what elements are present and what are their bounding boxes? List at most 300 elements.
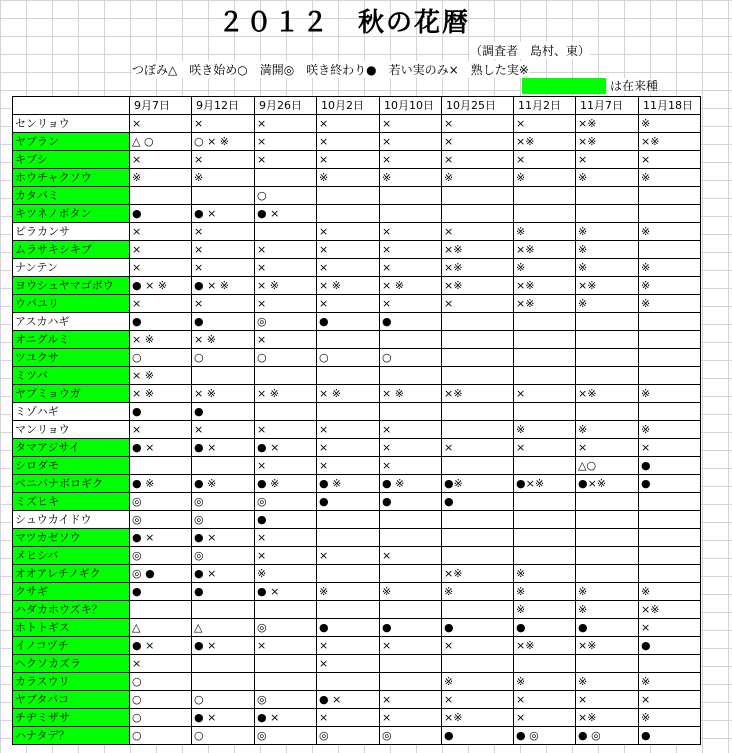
status-cell: [380, 187, 442, 205]
table-row: [13, 511, 701, 529]
status-cell: ※: [380, 583, 442, 601]
date-header: 10月10日: [380, 97, 442, 115]
status-cell: ● ※: [380, 475, 442, 493]
status-cell: ◎: [380, 727, 442, 745]
plant-name: ミゾハギ: [13, 403, 130, 421]
status-cell: ×: [192, 115, 255, 133]
plant-name: タマアジサイ: [13, 439, 130, 457]
plant-name: ヤブラン: [13, 133, 130, 151]
status-cell: ※: [576, 223, 639, 241]
status-cell: ×: [255, 421, 317, 439]
status-cell: [317, 511, 380, 529]
plant-name: ハダカホウズキ？: [13, 601, 130, 619]
status-cell: ×: [317, 223, 380, 241]
status-cell: ×: [255, 133, 317, 151]
status-cell: ×※: [576, 133, 639, 151]
status-cell: ◎: [255, 691, 317, 709]
status-cell: ※: [317, 169, 380, 187]
status-cell: [514, 547, 576, 565]
status-cell: ● ×: [130, 637, 192, 655]
status-cell: ×: [514, 439, 576, 457]
plant-name: キブシ: [13, 151, 130, 169]
status-cell: ● ×: [192, 205, 255, 223]
status-cell: ×: [317, 547, 380, 565]
status-cell: × ※: [380, 277, 442, 295]
status-cell: [317, 403, 380, 421]
status-cell: [514, 511, 576, 529]
status-cell: ●: [639, 475, 701, 493]
status-cell: [639, 205, 701, 223]
status-cell: [576, 511, 639, 529]
status-cell: ※: [317, 583, 380, 601]
status-cell: ●: [192, 583, 255, 601]
status-cell: ×: [255, 331, 317, 349]
status-cell: ※: [514, 169, 576, 187]
page-title: ２０１２ 秋の花暦: [218, 8, 471, 38]
status-cell: ×: [317, 709, 380, 727]
status-cell: ×: [442, 691, 514, 709]
status-cell: ◎: [130, 547, 192, 565]
status-cell: ● ×: [192, 709, 255, 727]
plant-name: ヘクソカズラ: [13, 655, 130, 673]
plant-name: キツネノボタン: [13, 205, 130, 223]
status-cell: ×: [442, 295, 514, 313]
status-cell: △○: [576, 457, 639, 475]
status-cell: ※: [576, 241, 639, 259]
status-cell: ※: [576, 583, 639, 601]
status-cell: [442, 457, 514, 475]
status-cell: [639, 547, 701, 565]
status-cell: [442, 601, 514, 619]
status-cell: ×: [380, 637, 442, 655]
status-cell: [639, 403, 701, 421]
status-cell: [639, 331, 701, 349]
status-cell: [380, 367, 442, 385]
status-cell: [380, 529, 442, 547]
status-cell: × ※: [255, 385, 317, 403]
status-cell: ×※: [514, 241, 576, 259]
status-cell: ×: [380, 439, 442, 457]
status-cell: ×: [442, 223, 514, 241]
status-cell: ×※: [576, 637, 639, 655]
status-cell: ×※: [442, 565, 514, 583]
status-cell: [639, 655, 701, 673]
status-cell: ● ×: [255, 205, 317, 223]
plant-name: センリョウ: [13, 115, 130, 133]
status-cell: ×: [130, 115, 192, 133]
status-cell: [576, 529, 639, 547]
flower-calendar-table: [12, 96, 701, 745]
status-cell: [255, 601, 317, 619]
status-cell: ×: [317, 295, 380, 313]
status-cell: ※: [514, 601, 576, 619]
status-cell: × ※: [130, 385, 192, 403]
status-cell: ●: [192, 403, 255, 421]
status-cell: ×: [130, 241, 192, 259]
date-header-row: [13, 97, 701, 115]
status-cell: × ※: [380, 385, 442, 403]
status-cell: [639, 493, 701, 511]
table-row: [13, 187, 701, 205]
date-header: 9月7日: [130, 97, 192, 115]
status-cell: ●※: [442, 475, 514, 493]
status-cell: ●: [317, 493, 380, 511]
status-cell: ×: [317, 151, 380, 169]
table-row: [13, 583, 701, 601]
status-cell: ×: [192, 421, 255, 439]
table-row: [13, 565, 701, 583]
status-cell: ◎: [130, 493, 192, 511]
table-row: [13, 691, 701, 709]
plant-name: オニグルミ: [13, 331, 130, 349]
status-cell: ×※: [442, 241, 514, 259]
status-cell: ◎: [192, 493, 255, 511]
status-cell: ×※: [442, 709, 514, 727]
plant-name: ミツバ: [13, 367, 130, 385]
table-row: [13, 475, 701, 493]
plant-name: ナンテン: [13, 259, 130, 277]
status-cell: ×: [380, 115, 442, 133]
table-row: [13, 655, 701, 673]
status-cell: ●: [317, 619, 380, 637]
table-row: [13, 601, 701, 619]
status-cell: ※: [130, 169, 192, 187]
status-cell: ×: [130, 655, 192, 673]
status-cell: ×※: [576, 115, 639, 133]
status-cell: ×: [192, 295, 255, 313]
status-cell: ●: [639, 637, 701, 655]
status-cell: ◎: [255, 313, 317, 331]
status-cell: ×: [130, 151, 192, 169]
status-cell: ×: [317, 241, 380, 259]
status-cell: ×: [255, 115, 317, 133]
status-cell: [639, 367, 701, 385]
plant-name: マンリョウ: [13, 421, 130, 439]
status-cell: ※: [514, 421, 576, 439]
status-cell: △ ○: [130, 133, 192, 151]
status-cell: [380, 331, 442, 349]
status-cell: ● ※: [255, 475, 317, 493]
status-cell: [639, 565, 701, 583]
surveyor-note: （調査者 島村、東）: [470, 44, 591, 58]
plant-name: ホウチャクソウ: [13, 169, 130, 187]
status-cell: ※: [576, 259, 639, 277]
status-cell: ×: [192, 151, 255, 169]
status-cell: [514, 313, 576, 331]
date-header: 10月2日: [317, 97, 380, 115]
table-row: [13, 619, 701, 637]
status-cell: [317, 205, 380, 223]
plant-name: イノコヅチ: [13, 637, 130, 655]
status-cell: [130, 457, 192, 475]
status-cell: ●×※: [514, 475, 576, 493]
status-cell: ×※: [442, 259, 514, 277]
status-cell: ※: [639, 673, 701, 691]
plant-name: アスカハギ: [13, 313, 130, 331]
status-cell: ×※: [514, 637, 576, 655]
table-row: [13, 709, 701, 727]
plant-name: ヤブミョウガ: [13, 385, 130, 403]
date-header: 11月2日: [514, 97, 576, 115]
status-cell: ×: [317, 637, 380, 655]
table-row: [13, 439, 701, 457]
status-cell: ● ※: [317, 475, 380, 493]
status-cell: ●: [380, 493, 442, 511]
status-cell: [576, 403, 639, 421]
plant-name: オオアレチノギク: [13, 565, 130, 583]
status-cell: ◎: [255, 727, 317, 745]
status-cell: [317, 367, 380, 385]
status-cell: ×※: [639, 601, 701, 619]
status-cell: ×: [317, 439, 380, 457]
status-cell: ● ◎: [514, 727, 576, 745]
status-cell: ×: [255, 547, 317, 565]
status-cell: [192, 673, 255, 691]
status-cell: ◎: [255, 493, 317, 511]
date-header: 11月18日: [639, 97, 701, 115]
table-row: [13, 349, 701, 367]
status-cell: ※: [639, 223, 701, 241]
status-cell: ×※: [576, 385, 639, 403]
status-cell: ※: [576, 169, 639, 187]
status-cell: [576, 367, 639, 385]
status-cell: ◎: [192, 511, 255, 529]
status-cell: ◎: [130, 511, 192, 529]
plant-name: クサギ: [13, 583, 130, 601]
status-cell: ○: [380, 349, 442, 367]
native-legend-label: は在来種: [610, 79, 659, 93]
status-cell: ●: [130, 403, 192, 421]
status-cell: ×: [639, 151, 701, 169]
status-cell: ●: [380, 619, 442, 637]
status-cell: ○ × ※: [192, 133, 255, 151]
plant-name: チヂミザサ: [13, 709, 130, 727]
plant-name: ムラサキシキブ: [13, 241, 130, 259]
status-cell: × ※: [317, 277, 380, 295]
status-cell: ● ×: [317, 691, 380, 709]
status-cell: ×: [192, 259, 255, 277]
status-cell: ○: [192, 727, 255, 745]
status-cell: ○: [130, 673, 192, 691]
status-cell: ×: [130, 223, 192, 241]
status-cell: ●: [442, 727, 514, 745]
table-row: [13, 115, 701, 133]
status-cell: [255, 223, 317, 241]
status-cell: ○: [130, 349, 192, 367]
status-cell: × ※: [317, 385, 380, 403]
status-cell: ●: [639, 727, 701, 745]
plant-name: ヨウシュヤマゴボウ: [13, 277, 130, 295]
table-row: [13, 259, 701, 277]
status-cell: ×: [639, 691, 701, 709]
status-cell: ×: [380, 709, 442, 727]
status-cell: [255, 673, 317, 691]
status-cell: ×: [442, 151, 514, 169]
status-cell: [442, 313, 514, 331]
status-cell: [192, 187, 255, 205]
status-cell: [255, 403, 317, 421]
status-cell: ×: [576, 439, 639, 457]
status-cell: [576, 349, 639, 367]
status-cell: ×: [639, 439, 701, 457]
table-row: [13, 547, 701, 565]
status-cell: ×: [255, 241, 317, 259]
status-cell: ● ×: [255, 709, 317, 727]
status-cell: [380, 655, 442, 673]
plant-name: ツユクサ: [13, 349, 130, 367]
status-cell: ○: [130, 691, 192, 709]
status-cell: ×: [576, 691, 639, 709]
status-cell: [639, 187, 701, 205]
status-cell: [514, 349, 576, 367]
status-cell: ● ×: [255, 439, 317, 457]
status-cell: [317, 601, 380, 619]
status-cell: [380, 565, 442, 583]
status-cell: ※: [514, 223, 576, 241]
status-cell: [255, 655, 317, 673]
plant-name: ヤブタバコ: [13, 691, 130, 709]
status-cell: ×: [442, 439, 514, 457]
status-cell: ×: [255, 529, 317, 547]
status-cell: [192, 457, 255, 475]
status-cell: [380, 205, 442, 223]
status-cell: [317, 331, 380, 349]
status-cell: ×: [576, 151, 639, 169]
status-cell: [639, 241, 701, 259]
status-cell: ※: [514, 583, 576, 601]
status-cell: [514, 493, 576, 511]
status-cell: [442, 403, 514, 421]
status-cell: ○: [130, 709, 192, 727]
status-cell: ●: [639, 457, 701, 475]
status-cell: [639, 313, 701, 331]
status-cell: [639, 511, 701, 529]
status-cell: ×: [255, 457, 317, 475]
status-cell: [514, 367, 576, 385]
status-cell: ※: [514, 565, 576, 583]
status-cell: ● ×: [192, 637, 255, 655]
status-cell: ×※: [576, 277, 639, 295]
status-cell: [576, 565, 639, 583]
status-cell: [442, 349, 514, 367]
status-cell: [317, 187, 380, 205]
status-cell: ×: [255, 151, 317, 169]
plant-name: ミズヒキ: [13, 493, 130, 511]
status-cell: ●: [130, 205, 192, 223]
status-cell: ※: [442, 169, 514, 187]
status-cell: [576, 655, 639, 673]
status-cell: ※: [576, 421, 639, 439]
status-cell: [130, 601, 192, 619]
status-cell: ※: [639, 169, 701, 187]
status-cell: ※: [255, 565, 317, 583]
status-cell: ● ×: [192, 565, 255, 583]
table-row: [13, 277, 701, 295]
status-cell: ●: [130, 313, 192, 331]
status-cell: ×: [514, 385, 576, 403]
status-cell: [442, 421, 514, 439]
status-cell: ×: [442, 115, 514, 133]
status-cell: ×: [442, 133, 514, 151]
status-cell: [130, 187, 192, 205]
status-cell: ○: [255, 187, 317, 205]
plant-name: シロダモ: [13, 457, 130, 475]
status-cell: ◎: [317, 727, 380, 745]
status-cell: ×: [317, 457, 380, 475]
status-cell: [380, 511, 442, 529]
status-cell: ×: [442, 637, 514, 655]
table-row: [13, 223, 701, 241]
date-header: 9月26日: [255, 97, 317, 115]
table-row: [13, 529, 701, 547]
status-cell: [514, 529, 576, 547]
status-cell: ※: [442, 583, 514, 601]
table-row: [13, 151, 701, 169]
status-cell: ×: [380, 241, 442, 259]
status-cell: ×: [514, 691, 576, 709]
status-cell: ● ◎: [576, 727, 639, 745]
status-cell: ×※: [442, 277, 514, 295]
status-cell: [514, 457, 576, 475]
status-cell: ×※: [576, 709, 639, 727]
status-cell: [317, 673, 380, 691]
plant-name: ピラカンサ: [13, 223, 130, 241]
native-color-swatch: [522, 78, 606, 94]
table-row: [13, 727, 701, 745]
status-cell: ◎ ●: [130, 565, 192, 583]
status-cell: ● ※: [192, 475, 255, 493]
status-cell: ×※: [514, 295, 576, 313]
status-cell: [576, 331, 639, 349]
status-cell: [514, 403, 576, 421]
status-cell: [380, 673, 442, 691]
table-row: [13, 493, 701, 511]
table-row: [13, 421, 701, 439]
status-cell: ●: [576, 619, 639, 637]
status-cell: ×: [380, 547, 442, 565]
status-cell: ×: [317, 115, 380, 133]
table-row: [13, 295, 701, 313]
status-cell: ※: [639, 115, 701, 133]
status-cell: ×: [380, 457, 442, 475]
status-cell: ●: [130, 583, 192, 601]
status-cell: ●: [317, 313, 380, 331]
status-cell: [514, 331, 576, 349]
status-cell: ※: [576, 601, 639, 619]
status-cell: ※: [576, 295, 639, 313]
status-cell: ×※: [514, 133, 576, 151]
status-cell: [576, 493, 639, 511]
plant-name: ホトトギス: [13, 619, 130, 637]
status-cell: ○: [255, 349, 317, 367]
table-row: [13, 457, 701, 475]
status-cell: ×: [639, 619, 701, 637]
table-row: [13, 637, 701, 655]
plant-name: ハナタデ？: [13, 727, 130, 745]
plant-name: カラスウリ: [13, 673, 130, 691]
status-cell: ●: [514, 619, 576, 637]
table-row: [13, 673, 701, 691]
date-header: 9月12日: [192, 97, 255, 115]
plant-name: ウバユリ: [13, 295, 130, 313]
status-cell: ● ×: [130, 529, 192, 547]
status-cell: ×: [255, 295, 317, 313]
status-cell: ×: [514, 151, 576, 169]
status-cell: ×: [380, 691, 442, 709]
status-cell: [442, 205, 514, 223]
table-row: [13, 367, 701, 385]
status-cell: ※: [192, 169, 255, 187]
